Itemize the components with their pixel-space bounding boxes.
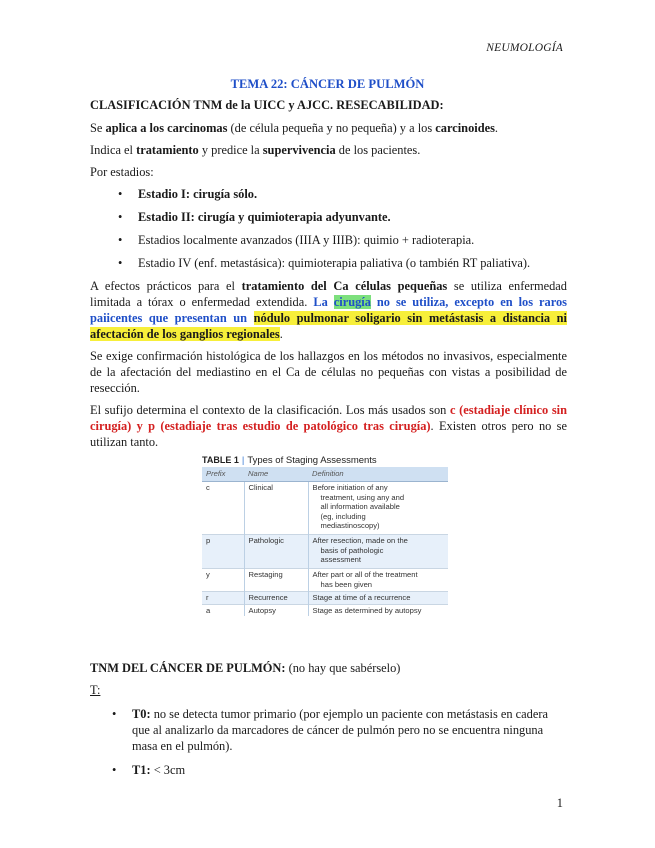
- list-item: • Estadios localmente avanzados (IIIA y IIIB): quimio + radioterapia.: [118, 233, 475, 247]
- bullet-icon: •: [118, 187, 123, 201]
- tnm-heading: TNM DEL CÁNCER DE PULMÓN: (no hay que sabérselo): [90, 661, 401, 675]
- staging-table-figure: [202, 454, 448, 634]
- list-item: • Estadio II: cirugía y quimioterapia adyunvante.: [118, 210, 391, 224]
- column-header: Definition: [308, 467, 448, 482]
- table-row: p Pathologic After resection, made on the basis of pathologic assessment: [202, 535, 448, 569]
- paragraph-indicates: Indica el tratamiento y predice la supervivencia de los pacientes.: [90, 143, 421, 157]
- paragraph-suffix: El sufijo determina el contexto de la clasificación. Los más usados son c (estadiaje clínico sin cirugía) y p (estadiaje tras estudio de patológico tras cirugía). Existen otros pero no se utilizan tanto.: [90, 403, 567, 449]
- page-title: TEMA 22: CÁNCER DE PULMÓN: [230, 77, 425, 91]
- column-header: Prefix: [202, 467, 244, 482]
- t-list: [90, 706, 567, 778]
- classification-heading: CLASIFICACIÓN TNM de la UICC y AJCC. RESECABILIDAD:: [90, 98, 444, 112]
- table-row: r Recurrence Stage at time of a recurrence: [202, 592, 448, 605]
- list-item: • T0: no se detecta tumor primario (por ejemplo un paciente con metástasis en cadera que al analizarlo da marcadores de cáncer de pulmón pero no se encuentra ninguna masa en el pulmón).: [112, 707, 548, 753]
- bullet-icon: •: [112, 763, 117, 777]
- bullet-icon: •: [118, 256, 123, 270]
- staging-table: [202, 467, 448, 616]
- list-item: • Estadio IV (enf. metastásica): quimioterapia paliativa (o también RT paliativa).: [118, 256, 531, 270]
- paragraph-small-cell: A efectos prácticos para el tratamiento del Ca células pequeñas se utiliza enfermedad limitada a tórax o enfermedad extendida. La cirugía no se utiliza, excepto en los raros paiicentes que presentan un nódulo pulmonar soligario sin metástasis a distancia ni afectación de los ganglios regionales.: [90, 279, 567, 341]
- paragraph-by-stage: Por estadios:: [90, 165, 154, 179]
- column-header: Name: [244, 467, 308, 482]
- document-body: [90, 97, 567, 786]
- stage-list: [90, 186, 567, 271]
- table-caption: TABLE 1 | Types of Staging Assessments: [202, 455, 377, 466]
- bullet-icon: •: [112, 707, 117, 721]
- list-item: • Estadio I: cirugía sólo.: [118, 187, 258, 201]
- table-row: y Restaging After part or all of the treatment has been given: [202, 569, 448, 592]
- running-header: NEUMOLOGÍA: [486, 42, 563, 54]
- list-item: • T1: < 3cm: [112, 763, 186, 777]
- page-number: 1: [556, 796, 563, 810]
- paragraph-applies: Se aplica a los carcinomas (de célula pequeña y no pequeña) y a los carcinoides.: [90, 121, 499, 135]
- table-row: c Clinical Before initiation of any treatment, using any and all information available (eg, including mediastinoscopy): [202, 482, 448, 535]
- table-row: a Autopsy Stage as determined by autopsy: [202, 604, 448, 616]
- t-section-label: T:: [90, 683, 101, 697]
- paragraph-histology: Se exige confirmación histológica de los hallazgos en los métodos no invasivos, especialmente de la afectación del mediastino en el Ca de células no pequeñas con vistas a posibilidad de resección.: [90, 349, 567, 395]
- bullet-icon: •: [118, 210, 123, 224]
- bullet-icon: •: [118, 233, 123, 247]
